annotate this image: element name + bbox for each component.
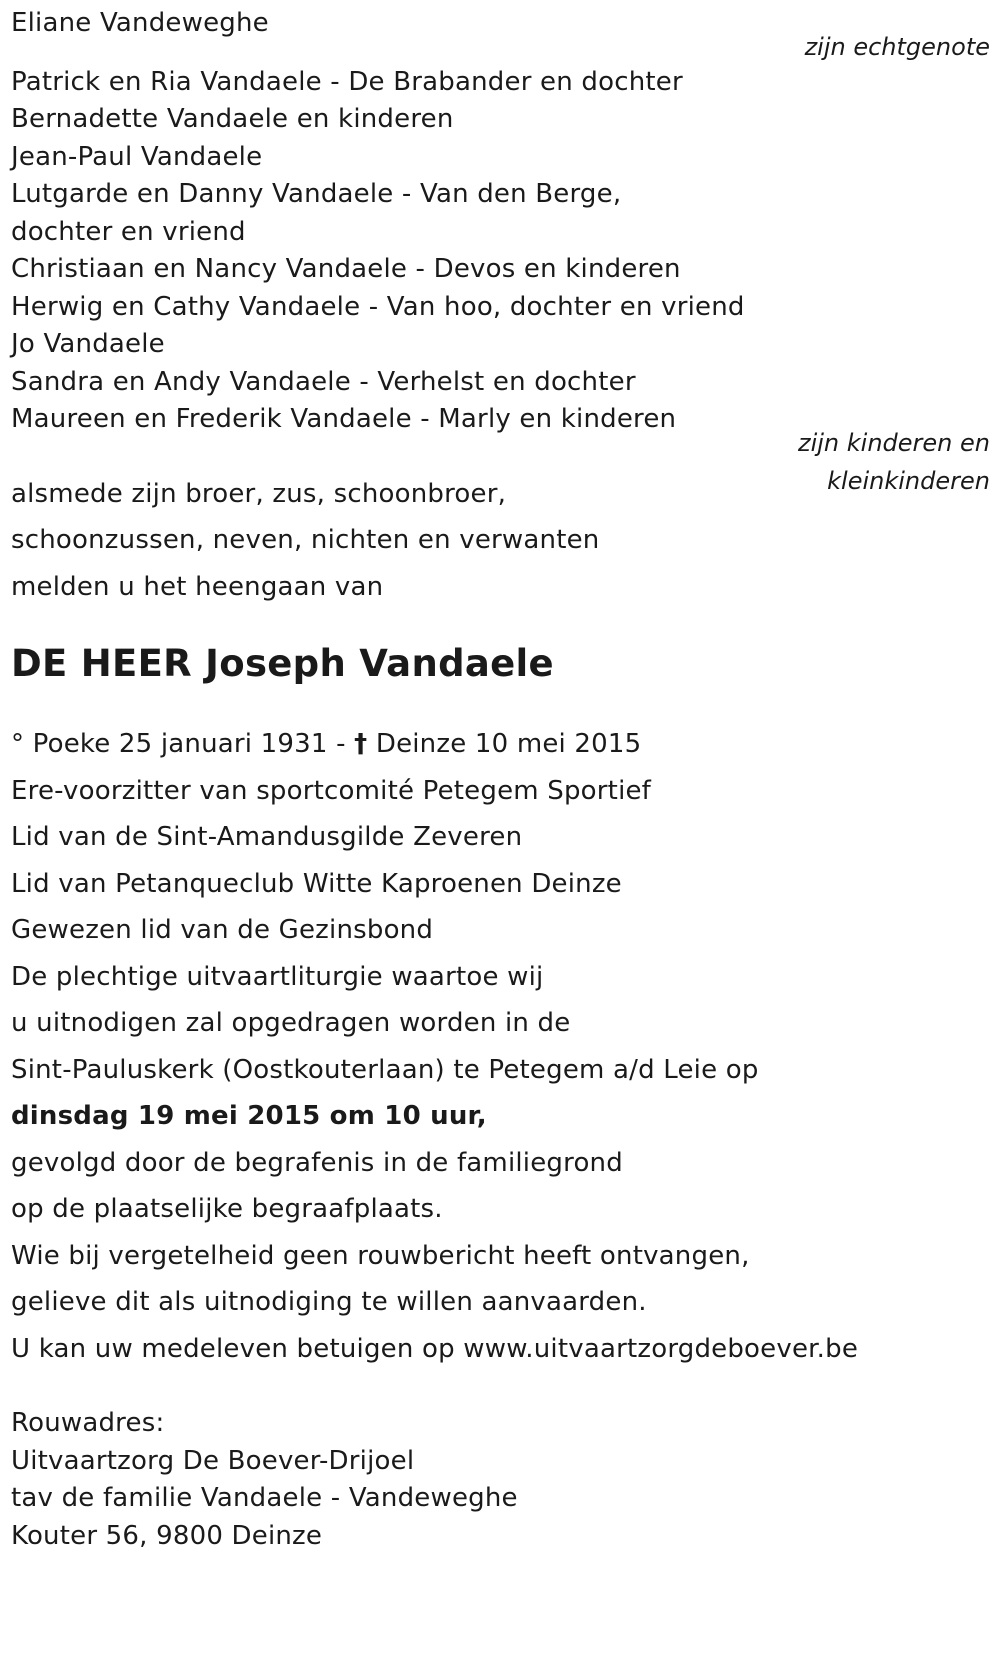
detail-line: Sint-Pauluskerk (Oostkouterlaan) te Petegem a/d Leie op xyxy=(11,1055,759,1085)
list-item: Jean-Paul Vandaele xyxy=(11,142,263,172)
list-item: Christiaan en Nancy Vandaele - Devos en kinderen xyxy=(11,254,681,284)
relatives-line: melden u het heengaan van xyxy=(11,572,384,602)
detail-line: Lid van Petanqueclub Witte Kaproenen Deinze xyxy=(11,869,622,899)
detail-line: u uitnodigen zal opgedragen worden in de xyxy=(11,1008,571,1038)
list-item: Bernadette Vandaele en kinderen xyxy=(11,104,454,134)
followup-line: Wie bij vergetelheid geen rouwbericht heeft ontvangen, xyxy=(11,1241,750,1271)
relatives-line: alsmede zijn broer, zus, schoonbroer, xyxy=(11,479,507,509)
condolence-line: U kan uw medeleven betuigen op www.uitvaartzorgdeboever.be xyxy=(11,1334,859,1364)
children-role-line2: kleinkinderen xyxy=(827,467,990,495)
ceremony-date: dinsdag 19 mei 2015 om 10 uur, xyxy=(11,1101,487,1131)
list-item: Sandra en Andy Vandaele - Verhelst en dochter xyxy=(11,367,636,397)
address-line: Kouter 56, 9800 Deinze xyxy=(11,1521,323,1551)
list-item: Jo Vandaele xyxy=(11,329,165,359)
address-label: Rouwadres: xyxy=(11,1408,165,1438)
detail-line: Lid van de Sint-Amandusgilde Zeveren xyxy=(11,822,523,852)
followup-line: op de plaatselijke begraafplaats. xyxy=(11,1194,443,1224)
spouse-role: zijn echtgenote xyxy=(804,33,990,61)
spouse-name: Eliane Vandeweghe xyxy=(11,8,269,38)
address-line: tav de familie Vandaele - Vandeweghe xyxy=(11,1483,518,1513)
address-line: Uitvaartzorg De Boever-Drijoel xyxy=(11,1446,415,1476)
detail-line: Gewezen lid van de Gezinsbond xyxy=(11,915,434,945)
followup-line: gelieve dit als uitnodiging te willen aanvaarden. xyxy=(11,1287,647,1317)
dagger-icon: † xyxy=(354,729,368,759)
detail-line: Ere-voorzitter van sportcomité Petegem Sportief xyxy=(11,776,652,806)
children-role-line1: zijn kinderen en xyxy=(798,429,990,457)
list-item: dochter en vriend xyxy=(11,217,246,247)
list-item: Maureen en Frederik Vandaele - Marly en kinderen xyxy=(11,404,677,434)
deceased-title: DE HEER Joseph Vandaele xyxy=(11,642,554,685)
death-info: Deinze 10 mei 2015 xyxy=(375,729,642,759)
list-item: Lutgarde en Danny Vandaele - Van den Berge, xyxy=(11,179,622,209)
detail-line: De plechtige uitvaartliturgie waartoe wij xyxy=(11,962,544,992)
list-item: Herwig en Cathy Vandaele - Van hoo, dochter en vriend xyxy=(11,292,745,322)
list-item: Patrick en Ria Vandaele - De Brabander en dochter xyxy=(11,67,683,97)
relatives-line: schoonzussen, neven, nichten en verwanten xyxy=(11,525,600,555)
birth-info: ° Poeke 25 januari 1931 - xyxy=(11,729,346,759)
followup-line: gevolgd door de begrafenis in de familiegrond xyxy=(11,1148,623,1178)
dates-line xyxy=(11,729,641,759)
